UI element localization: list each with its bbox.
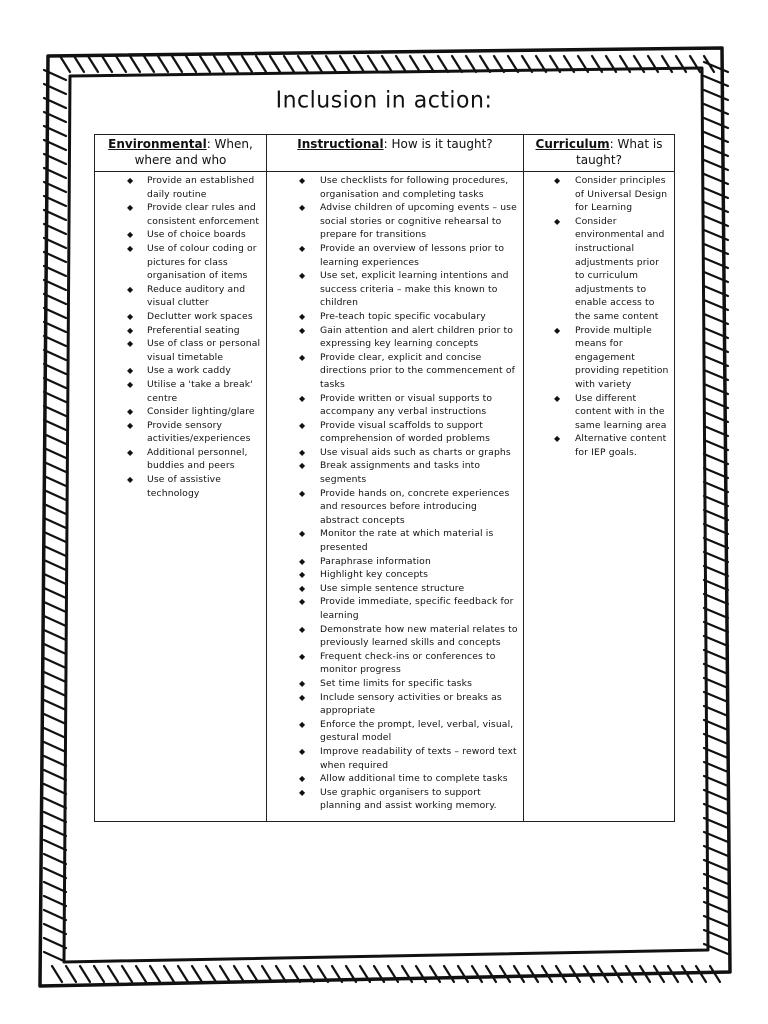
instructional-list <box>267 172 523 815</box>
list-item <box>95 337 262 364</box>
diamond-bullet-icon: ◆ <box>299 719 306 729</box>
diamond-bullet-icon: ◆ <box>127 325 134 335</box>
list-item-text: Provide clear, explicit and concise directions prior to the commencement of tasks <box>320 351 515 390</box>
diamond-bullet-icon: ◆ <box>299 583 306 593</box>
list-item <box>524 324 670 392</box>
diamond-bullet-icon: ◆ <box>554 434 561 444</box>
list-item-text: Set time limits for specific tasks <box>320 677 473 689</box>
list-item <box>95 378 262 405</box>
list-item <box>267 310 519 324</box>
diamond-bullet-icon: ◆ <box>127 230 134 240</box>
header-key: Curriculum <box>535 137 610 151</box>
list-item-text: Advise children of upcoming events – use social stories or cognitive rehearsal to prepare for transitions <box>320 202 517 241</box>
list-item-text: Additional personnel, buddies and peers <box>147 446 248 472</box>
diamond-bullet-icon: ◆ <box>299 624 306 634</box>
table-body-row <box>95 172 675 822</box>
diamond-bullet-icon: ◆ <box>299 447 306 457</box>
diamond-bullet-icon: ◆ <box>127 379 134 389</box>
list-item-text: Provide immediate, specific feedback for learning <box>320 596 514 621</box>
curriculum-list <box>524 172 674 461</box>
header-rest: : When, where and who <box>134 137 253 167</box>
diamond-bullet-icon: ◆ <box>299 529 306 539</box>
diamond-bullet-icon: ◆ <box>299 325 306 335</box>
list-item-text: Enforce the prompt, level, verbal, visual, gestural model <box>320 718 514 744</box>
diamond-bullet-icon: ◆ <box>299 203 306 213</box>
list-item-text: Provide an established daily routine <box>147 175 255 200</box>
list-item-text: Preferential seating <box>147 324 240 336</box>
diamond-bullet-icon: ◆ <box>127 407 134 417</box>
list-item-text: Provide an overview of lessons prior to learning experiences <box>320 242 505 268</box>
diamond-bullet-icon: ◆ <box>299 787 306 797</box>
list-item <box>95 228 262 242</box>
environmental-cell <box>95 172 267 822</box>
list-item <box>267 555 519 569</box>
list-item-text: Provide visual scaffolds to support comprehension of worded problems <box>320 419 491 445</box>
list-item-text: Pre-teach topic specific vocabulary <box>320 310 486 322</box>
list-item <box>267 772 519 786</box>
list-item <box>267 677 519 691</box>
list-item <box>524 174 670 215</box>
diamond-bullet-icon: ◆ <box>127 243 134 253</box>
list-item <box>267 324 519 351</box>
list-item-text: Use of colour coding or pictures for class organisation of items <box>147 242 257 282</box>
list-item-text: Highlight key concepts <box>320 569 429 581</box>
list-item-text: Paraphrase information <box>320 555 431 567</box>
diamond-bullet-icon: ◆ <box>554 393 561 403</box>
list-item <box>95 419 262 446</box>
list-item-text: Improve readability of texts – reword text when required <box>320 745 517 771</box>
list-item <box>267 786 519 813</box>
list-item-text: Include sensory activities or breaks as appropriate <box>320 691 502 717</box>
list-item <box>95 364 262 378</box>
diamond-bullet-icon: ◆ <box>554 325 561 335</box>
diamond-bullet-icon: ◆ <box>127 311 134 321</box>
diamond-bullet-icon: ◆ <box>299 692 306 702</box>
list-item-text: Provide multiple means for engagement providing repetition with variety <box>575 324 669 390</box>
list-item-text: Declutter work spaces <box>147 310 253 322</box>
diamond-bullet-icon: ◆ <box>127 366 134 376</box>
diamond-bullet-icon: ◆ <box>127 475 134 485</box>
diamond-bullet-icon: ◆ <box>299 556 306 566</box>
header-key: Environmental <box>108 137 207 151</box>
list-item-text: Use a work caddy <box>147 365 231 377</box>
diamond-bullet-icon: ◆ <box>127 420 134 430</box>
list-item <box>267 745 519 772</box>
list-item-text: Break assignments and tasks into segments <box>320 460 481 486</box>
list-item <box>267 446 519 460</box>
diamond-bullet-icon: ◆ <box>127 203 134 213</box>
list-item <box>267 351 519 392</box>
diamond-bullet-icon: ◆ <box>554 216 561 226</box>
header-instructional <box>267 135 524 172</box>
list-item <box>267 419 519 446</box>
diamond-bullet-icon: ◆ <box>554 176 561 185</box>
list-item <box>267 582 519 596</box>
list-item <box>267 242 519 269</box>
list-item <box>267 459 519 486</box>
diamond-bullet-icon: ◆ <box>299 271 306 281</box>
list-item-text: Use of class or personal visual timetable <box>147 338 261 363</box>
list-item <box>267 650 519 677</box>
list-item <box>267 174 519 201</box>
list-item-text: Alternative content for IEP goals. <box>575 433 667 458</box>
diamond-bullet-icon: ◆ <box>127 339 134 349</box>
list-item-text: Provide hands on, concrete experiences and resources before introducing abstract concepts <box>320 487 510 526</box>
list-item <box>267 269 519 310</box>
list-item-text: Frequent check-ins or conferences to monitor progress <box>320 650 496 676</box>
diamond-bullet-icon: ◆ <box>299 243 306 253</box>
list-item-text: Use set, explicit learning intentions and success criteria – make this known to children <box>320 270 509 309</box>
list-item <box>267 718 519 745</box>
page-title: Inclusion in action: <box>275 87 493 114</box>
list-item-text: Gain attention and alert children prior to expressing key learning concepts <box>320 324 514 350</box>
list-item <box>95 310 262 324</box>
list-item <box>267 392 519 419</box>
table-header-row <box>95 135 675 172</box>
inclusion-table <box>94 134 675 822</box>
list-item-text: Use of choice boards <box>147 229 246 241</box>
header-environmental <box>95 135 267 172</box>
list-item-text: Provide sensory activities/experiences <box>147 419 251 445</box>
list-item-text: Use of assistive technology <box>147 474 222 499</box>
instructional-cell <box>267 172 524 822</box>
list-item-text: Reduce auditory and visual clutter <box>147 283 246 309</box>
header-rest: : How is it taught? <box>383 137 493 151</box>
list-item <box>267 691 519 718</box>
list-item-text: Allow additional time to complete tasks <box>320 773 508 785</box>
diamond-bullet-icon: ◆ <box>299 488 306 498</box>
list-item <box>95 405 262 419</box>
list-item <box>95 473 262 500</box>
diamond-bullet-icon: ◆ <box>299 352 306 362</box>
list-item <box>267 201 519 242</box>
list-item-text: Consider lighting/glare <box>147 406 255 418</box>
list-item <box>267 527 519 554</box>
list-item-text: Use different content with in the same learning area <box>575 392 667 431</box>
list-item-text: Use graphic organisers to support planning and assist working memory. <box>320 786 497 812</box>
diamond-bullet-icon: ◆ <box>299 420 306 430</box>
list-item <box>524 215 670 324</box>
list-item <box>95 324 262 338</box>
diamond-bullet-icon: ◆ <box>299 393 306 403</box>
list-item <box>95 174 262 201</box>
diamond-bullet-icon: ◆ <box>299 311 306 321</box>
list-item <box>267 568 519 582</box>
list-item-text: Consider principles of Universal Design for Learning <box>575 175 668 214</box>
list-item-text: Provide written or visual supports to accompany any verbal instructions <box>320 392 493 418</box>
list-item-text: Monitor the rate at which material is presented <box>320 528 494 554</box>
list-item <box>267 595 519 622</box>
curriculum-cell <box>524 172 675 822</box>
list-item-text: Use simple sentence structure <box>320 582 465 594</box>
diamond-bullet-icon: ◆ <box>299 461 306 471</box>
list-item <box>267 623 519 650</box>
list-item-text: Provide clear rules and consistent enforcement <box>147 202 260 227</box>
list-item-text: Demonstrate how new material relates to previously learned skills and concepts <box>320 623 518 649</box>
list-item-text: Consider environmental and instructional adjustments prior to curriculum adjustments to enable access to the same content <box>575 215 665 322</box>
diamond-bullet-icon: ◆ <box>299 678 306 688</box>
list-item <box>95 201 262 228</box>
list-item-text: Use visual aids such as charts or graphs <box>320 446 511 458</box>
diamond-bullet-icon: ◆ <box>127 284 134 294</box>
environmental-list <box>95 172 266 502</box>
diamond-bullet-icon: ◆ <box>127 447 134 457</box>
diamond-bullet-icon: ◆ <box>299 570 306 580</box>
header-key: Instructional <box>297 137 384 151</box>
list-item-text: Use checklists for following procedures, organisation and completing tasks <box>320 175 509 200</box>
list-item <box>95 242 262 283</box>
diamond-bullet-icon: ◆ <box>299 597 306 607</box>
header-rest: : What is taught? <box>576 137 663 167</box>
diamond-bullet-icon: ◆ <box>299 176 306 185</box>
list-item-text: Utilise a 'take a break' centre <box>147 378 253 404</box>
list-item <box>95 446 262 473</box>
list-item <box>267 487 519 528</box>
list-item <box>524 432 670 459</box>
diamond-bullet-icon: ◆ <box>127 176 134 185</box>
header-curriculum <box>524 135 675 172</box>
list-item <box>524 392 670 433</box>
diamond-bullet-icon: ◆ <box>299 746 306 756</box>
diamond-bullet-icon: ◆ <box>299 651 306 661</box>
diamond-bullet-icon: ◆ <box>299 774 306 784</box>
list-item <box>95 283 262 310</box>
